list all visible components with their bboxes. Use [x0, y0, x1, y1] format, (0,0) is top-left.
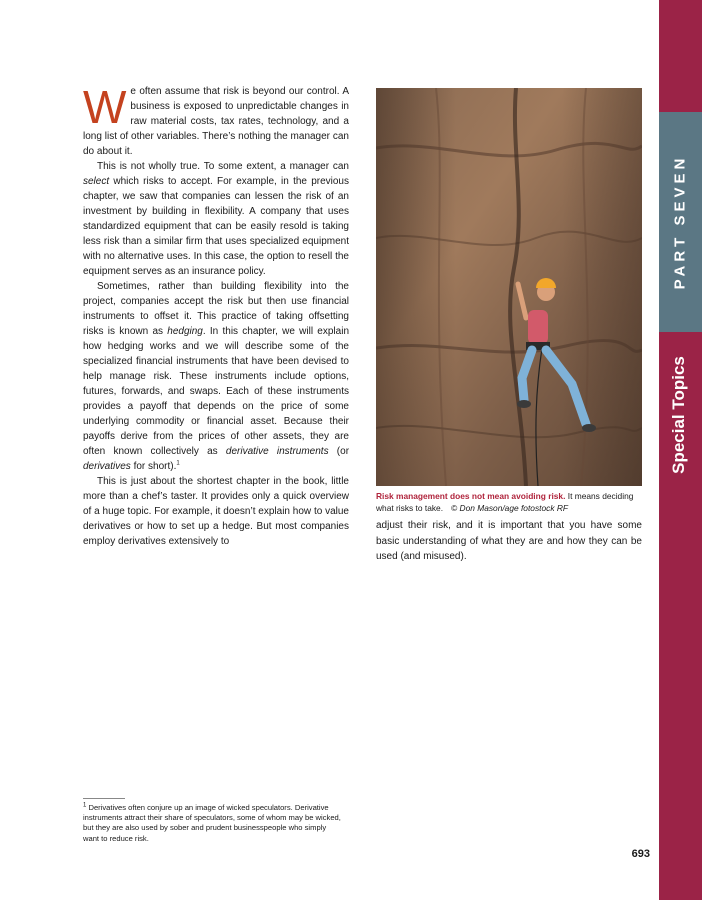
paragraph-1-text: e often assume that risk is beyond our control. A business is exposed to unpredictable changes in raw material costs, tax rates, technology, and a long list of other variables. There’s nothing the manager can do about it.	[83, 86, 349, 157]
footnote-text: Derivatives often conjure up an image of wicked speculators. Derivative instruments attract their share of speculators, some of whom may be wicked, but they are also used by sober and prudent businesspeople who simply want to reduce risk.	[83, 803, 341, 843]
p3-emphasis-hedging: hedging	[167, 326, 203, 337]
footnote-rule	[83, 798, 125, 799]
footnote-marker: 1	[83, 802, 87, 809]
footnote	[83, 803, 343, 844]
page-number: 693	[631, 848, 650, 860]
paragraph-4-continued: adjust their risk, and it is important that you have some basic understanding of what they are and how they can be used (and misused).	[376, 520, 642, 562]
footnote-ref[interactable]: 1	[176, 460, 180, 467]
body-column-right	[376, 518, 642, 565]
p3-text-a: Sometimes, rather than building flexibility into the project, companies accept the risk but then use financial instruments to offset it. This practice of taking offsetting risks is known as	[83, 281, 349, 337]
caption-lead: Risk management does not mean avoiding risk.	[376, 491, 566, 501]
photo-credit: © Don Mason/age fotostock RF	[451, 503, 568, 513]
caption-text: It means deciding what risks to take.	[376, 491, 634, 513]
p3-emphasis-derivative: derivative instruments	[225, 446, 329, 457]
paragraph-3	[83, 279, 349, 474]
p3-text-c: (or	[328, 446, 350, 457]
p4-text: This is just about the shortest chapter in the book, little more than a chef’s taster. It provides only a quick overview of a huge topic. For example, it doesn’t explain how to value derivatives or how to set up a hedge. But most companies employ derivatives extensively to	[83, 476, 349, 547]
figure-caption	[376, 490, 646, 514]
p3-text-b: . In this chapter, we will explain how hedging works and we will describe some of the specialized financial instruments that have been devised to help manage risk. These instruments include options, futures, forwards, and swaps. Each of these instruments provides a payoff that depends on the price of some underlying commodity or financial asset. Because their payoffs derive from the prices of other assets, they are often known collectively as	[83, 326, 349, 457]
paragraph-4	[83, 474, 349, 549]
p3-text-d: for short).	[130, 461, 177, 472]
climber-photo	[376, 88, 642, 486]
topic-label: Special Topics	[669, 356, 688, 474]
p3-emphasis-derivatives: derivatives	[83, 461, 131, 472]
part-label: PART SEVEN	[671, 154, 689, 290]
p2-emphasis: select	[83, 176, 110, 187]
body-column-left	[83, 81, 350, 549]
drop-cap: W	[83, 81, 127, 133]
p2-text-b: which risks to accept. For example, in the previous chapter, we saw that companies can lessen the risk of an investment by building in flexibility. A company that uses standardized equipment that can be easily resold is taking less risk than a similar firm that uses specialized equipment with no alternative uses. In this case, the option to resell the equipment serves as an insurance policy.	[83, 176, 349, 277]
paragraph-1	[83, 81, 349, 159]
p2-text-a: This is not wholly true. To some extent, a manager can	[97, 161, 349, 172]
paragraph-2	[83, 159, 349, 279]
